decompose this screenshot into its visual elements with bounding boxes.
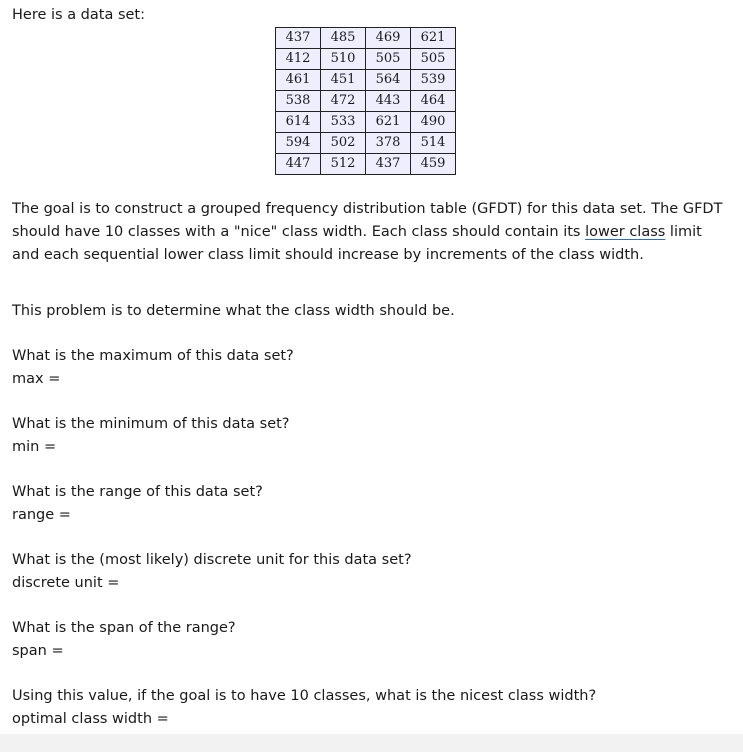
goal-paragraph xyxy=(12,198,732,267)
table-cell: 502 xyxy=(321,133,366,154)
table-row xyxy=(276,133,456,154)
table-cell: 621 xyxy=(411,28,456,49)
table-cell: 378 xyxy=(366,133,411,154)
table-cell: 472 xyxy=(321,91,366,112)
question-max xyxy=(12,345,732,391)
question-text: What is the range of this data set? xyxy=(12,484,263,500)
table-cell: 505 xyxy=(366,49,411,70)
table-cell: 594 xyxy=(276,133,321,154)
table-cell: 621 xyxy=(366,112,411,133)
question-text: What is the maximum of this data set? xyxy=(12,348,294,364)
table-row xyxy=(276,154,456,175)
table-cell: 447 xyxy=(276,154,321,175)
goal-text-part1: The goal is to construct a grouped frequency distribution table (GFDT) for this data set. The GFDT should have 10 classes with a "nice" class width. Each class should contain its xyxy=(12,201,723,240)
table-cell: 514 xyxy=(411,133,456,154)
table-row xyxy=(276,28,456,49)
table-cell: 464 xyxy=(411,91,456,112)
question-text: What is the minimum of this data set? xyxy=(12,416,290,432)
answer-label-span[interactable]: span = xyxy=(12,643,64,659)
answer-label-discrete-unit[interactable]: discrete unit = xyxy=(12,575,120,591)
question-class-width xyxy=(12,685,732,731)
question-range xyxy=(12,481,732,527)
question-text: What is the (most likely) discrete unit for this data set? xyxy=(12,552,412,568)
answer-label-max[interactable]: max = xyxy=(12,371,61,387)
table-row xyxy=(276,49,456,70)
table-cell: 512 xyxy=(321,154,366,175)
goal-text-part2: limit and each sequential lower class limit should increase by increments of the class width. xyxy=(12,224,702,263)
table-cell: 614 xyxy=(276,112,321,133)
table-row xyxy=(276,112,456,133)
data-table xyxy=(275,27,456,175)
table-row xyxy=(276,91,456,112)
table-cell: 451 xyxy=(321,70,366,91)
table-cell: 490 xyxy=(411,112,456,133)
table-cell: 459 xyxy=(411,154,456,175)
table-cell: 443 xyxy=(366,91,411,112)
table-cell: 510 xyxy=(321,49,366,70)
answer-label-range[interactable]: range = xyxy=(12,507,71,523)
intro-text: Here is a data set: xyxy=(12,7,145,23)
table-cell: 505 xyxy=(411,49,456,70)
question-min xyxy=(12,413,732,459)
question-discrete-unit xyxy=(12,549,732,595)
table-cell: 412 xyxy=(276,49,321,70)
table-cell: 533 xyxy=(321,112,366,133)
question-text: Using this value, if the goal is to have 10 classes, what is the nicest class width? xyxy=(12,688,597,704)
footer-bar xyxy=(0,734,743,752)
problem-statement: This problem is to determine what the class width should be. xyxy=(12,303,455,319)
answer-label-class-width[interactable]: optimal class width = xyxy=(12,711,169,727)
question-text: What is the span of the range? xyxy=(12,620,236,636)
table-cell: 538 xyxy=(276,91,321,112)
table-cell: 461 xyxy=(276,70,321,91)
problem-content xyxy=(12,4,732,731)
data-table-wrapper xyxy=(275,27,457,175)
table-cell: 469 xyxy=(366,28,411,49)
question-span xyxy=(12,617,732,663)
table-cell: 539 xyxy=(411,70,456,91)
table-cell: 437 xyxy=(366,154,411,175)
table-cell: 437 xyxy=(276,28,321,49)
answer-label-min[interactable]: min = xyxy=(12,439,57,455)
table-row xyxy=(276,70,456,91)
lower-class-term: lower class xyxy=(585,224,666,240)
table-cell: 485 xyxy=(321,28,366,49)
table-cell: 564 xyxy=(366,70,411,91)
